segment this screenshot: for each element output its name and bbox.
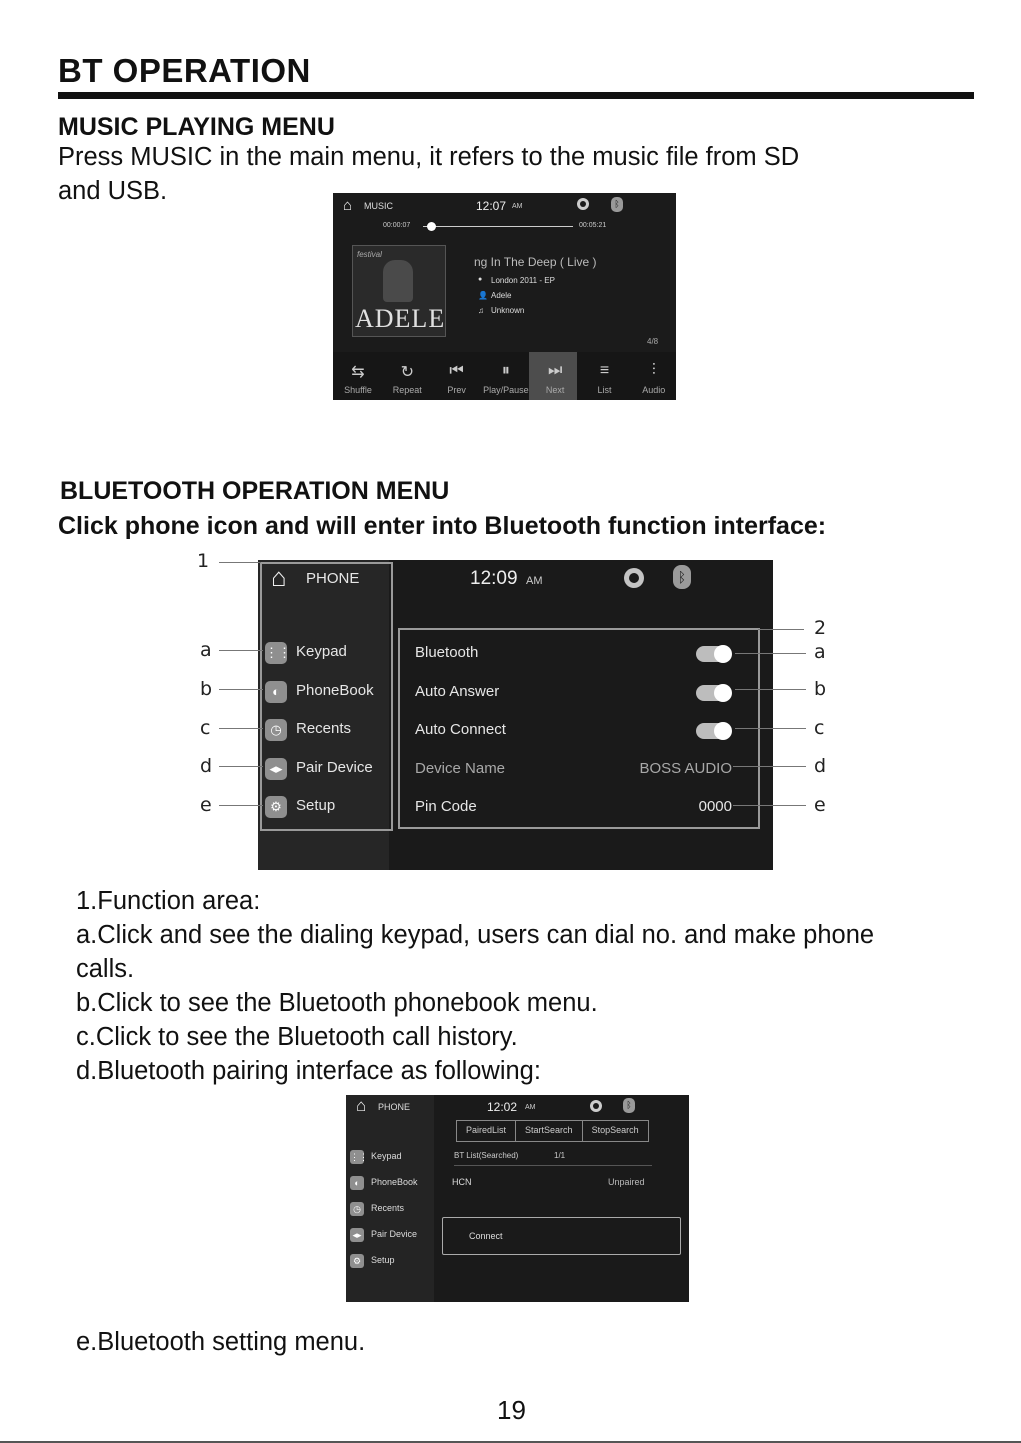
control-label: Prev — [447, 385, 466, 395]
function-line-0: 1.Function area: — [76, 887, 261, 915]
phonebook-icon: ◐ — [265, 681, 287, 703]
prev-icon: ⏮ — [449, 362, 464, 379]
pair-screen — [346, 1095, 689, 1302]
bt-device-name: HCN — [452, 1177, 472, 1187]
bt-device-status: Unpaired — [608, 1177, 645, 1187]
album-art — [352, 245, 446, 337]
pair-menu-phonebook[interactable] — [349, 1174, 433, 1192]
callout-left-line — [219, 728, 263, 729]
callout-2-line — [758, 629, 804, 630]
phonebook-icon: ◐ — [350, 1176, 364, 1190]
repeat-button[interactable] — [383, 352, 431, 400]
control-label: Audio — [642, 385, 666, 395]
callout-1: 1 — [197, 550, 210, 572]
list-button[interactable] — [581, 352, 629, 400]
setting-value: BOSS AUDIO — [639, 759, 732, 777]
setting-label: Pin Code — [415, 798, 477, 816]
setting-device-name — [408, 758, 738, 782]
next-button[interactable] — [531, 352, 579, 400]
callout-left-line — [219, 650, 263, 651]
artist-icon: 👤 — [478, 291, 488, 300]
pair-menu-label: Keypad — [371, 1151, 402, 1161]
pair-menu-pair-device[interactable] — [349, 1226, 433, 1244]
setting-label: Bluetooth — [415, 644, 479, 661]
page-heading: BT OPERATION — [58, 52, 311, 89]
album-art-title: ADELE — [355, 304, 446, 333]
recents-icon: ◷ — [265, 719, 287, 741]
callout-1-line — [219, 562, 261, 563]
bt-screen — [258, 560, 773, 870]
music-text-line1: Press MUSIC in the main menu, it refers to the music file from SD — [58, 143, 800, 171]
music-clock: 12:07 — [476, 199, 507, 213]
toggle-knob — [714, 722, 732, 740]
bt-menu-label: Keypad — [296, 643, 347, 660]
callout-left-a: a — [200, 639, 212, 661]
pair-device-icon: ◂▸ — [350, 1228, 364, 1242]
callout-left-b: b — [200, 678, 213, 700]
setup-icon: ⚙ — [350, 1254, 364, 1268]
shuffle-icon: ⇆ — [351, 364, 365, 381]
function-line-2: calls. — [76, 955, 135, 983]
album-art-figure — [383, 260, 413, 302]
toggle-switch[interactable] — [696, 685, 728, 701]
setting-label: Auto Connect — [415, 721, 506, 739]
function-line-1: a.Click and see the dialing keypad, users can dial no. and make phone — [76, 921, 875, 949]
pair-clock-ampm: AM — [525, 1104, 536, 1111]
callout-right-b: b — [814, 678, 827, 700]
repeat-icon: ↻ — [400, 364, 414, 381]
keypad-icon: ⋮⋮ — [350, 1152, 368, 1162]
music-screen — [333, 193, 676, 400]
callout-2: 2 — [814, 617, 827, 639]
genre-icon: ♫ — [478, 306, 484, 315]
pair-screen-label: PHONE — [378, 1102, 411, 1112]
control-label: Play/Pause — [483, 385, 529, 395]
pair-menu-keypad[interactable] — [349, 1148, 433, 1166]
pair-menu-label: Setup — [371, 1255, 395, 1265]
pair-home-icon[interactable]: ⌂ — [356, 1096, 367, 1115]
bluetooth-icon[interactable]: ᛒ — [611, 197, 623, 212]
control-label: Repeat — [392, 385, 422, 395]
pair-tabs — [456, 1120, 649, 1142]
control-label: Shuffle — [344, 385, 372, 395]
pair-bluetooth-icon[interactable]: ᛒ — [623, 1098, 635, 1113]
pause-icon: ⏸ — [501, 362, 510, 379]
setting-label: Device Name — [415, 759, 506, 777]
toggle-switch[interactable] — [696, 646, 728, 662]
heading-rule — [58, 92, 974, 99]
setting-auto-answer[interactable] — [408, 681, 738, 705]
track-counter: 4/8 — [647, 337, 659, 346]
bt-bluetooth-icon[interactable]: ᛒ — [673, 565, 691, 589]
bt-menu-label: Pair Device — [296, 758, 373, 776]
callout-right-e: e — [814, 794, 826, 816]
bt-list-divider — [454, 1165, 652, 1166]
callout-right-d: d — [814, 755, 827, 777]
setting-value: 0000 — [698, 798, 732, 816]
genre-name: Unknown — [491, 306, 525, 315]
music-screen-label: MUSIC — [364, 201, 393, 211]
callout-left-e: e — [200, 794, 212, 816]
setting-pin-code — [408, 796, 738, 820]
bt-section-subtitle: Click phone icon and will enter into Bluetooth function interface: — [58, 512, 827, 540]
callout-left-line — [219, 805, 263, 806]
bt-menu-label: Setup — [296, 797, 336, 815]
callout-left-line — [219, 766, 263, 767]
pair-source-icon[interactable] — [590, 1100, 602, 1112]
play-pause-button[interactable] — [482, 352, 530, 400]
recents-icon: ◷ — [350, 1202, 364, 1216]
song-title: ng In The Deep ( Live ) — [474, 255, 597, 269]
pair-menu-setup[interactable] — [349, 1252, 433, 1270]
home-icon[interactable]: ⌂ — [343, 197, 353, 214]
function-line-3: b.Click to see the Bluetooth phonebook menu. — [76, 989, 598, 1017]
toggle-switch[interactable] — [696, 723, 728, 739]
control-bar — [333, 352, 676, 400]
audio-icon: ⫶ — [651, 362, 656, 379]
page-number: 19 — [497, 1395, 526, 1425]
keypad-icon: ⋮⋮ — [265, 642, 287, 664]
callout-left-c: c — [200, 717, 211, 739]
prev-button[interactable] — [433, 352, 481, 400]
bt-menu-label: PhoneBook — [296, 681, 374, 699]
pair-menu — [346, 1095, 434, 1302]
control-buttons — [334, 352, 676, 400]
tab-stopsearch[interactable]: StopSearch — [591, 1125, 639, 1135]
bt-clock: 12:09 — [470, 568, 518, 589]
progress-knob[interactable] — [427, 222, 436, 231]
bt-device-row[interactable] — [446, 1171, 676, 1193]
next-icon: ⏭ — [547, 362, 563, 379]
bt-section-title: BLUETOOTH OPERATION MENU — [60, 477, 450, 505]
function-line-4: c.Click to see the Bluetooth call history. — [76, 1023, 518, 1051]
artist-name: Adele — [491, 291, 512, 300]
album-icon: ● — [478, 276, 483, 283]
setting-label: Auto Answer — [415, 682, 500, 700]
e-line: e.Bluetooth setting menu. — [76, 1328, 366, 1356]
callout-left-line — [219, 689, 263, 690]
bt-screen-label: PHONE — [306, 570, 360, 587]
total-time: 00:05:21 — [579, 222, 607, 229]
connect-label: Connect — [469, 1231, 503, 1241]
callout-left-d: d — [200, 755, 213, 777]
source-icon[interactable] — [577, 198, 589, 210]
pair-device-icon: ◂▸ — [265, 758, 287, 780]
bt-list-count: 1/1 — [554, 1151, 566, 1160]
shuffle-button[interactable] — [334, 352, 382, 400]
setting-auto-connect[interactable] — [408, 719, 738, 743]
control-label: Next — [545, 385, 565, 395]
pair-menu-recents[interactable] — [349, 1200, 433, 1218]
audio-button[interactable] — [630, 352, 676, 400]
list-icon: ≡ — [599, 362, 610, 379]
elapsed-time: 00:00:07 — [383, 222, 411, 229]
pair-clock: 12:02 — [487, 1100, 518, 1114]
callout-right-a: a — [814, 641, 826, 663]
bt-menu-label: Recents — [296, 720, 352, 738]
setting-bluetooth[interactable] — [408, 642, 738, 666]
bt-list-title: BT List(Searched) — [454, 1151, 519, 1160]
music-text-line2: and USB. — [58, 177, 168, 205]
pair-menu-label: Pair Device — [371, 1229, 418, 1239]
tab-pairedlist[interactable]: PairedList — [457, 1121, 516, 1141]
music-section-title: MUSIC PLAYING MENU — [58, 113, 335, 141]
album-name: London 2011 - EP — [491, 276, 555, 285]
tab-startsearch[interactable]: StartSearch — [516, 1121, 583, 1141]
progress-track[interactable] — [423, 226, 573, 227]
album-art-caption: festival — [357, 250, 382, 259]
function-line-5: d.Bluetooth pairing interface as following: — [76, 1057, 541, 1085]
toggle-knob — [714, 645, 732, 663]
callout-right-c: c — [814, 717, 825, 739]
bt-settings — [258, 560, 773, 870]
connect-button[interactable] — [442, 1217, 681, 1255]
setup-icon: ⚙ — [265, 796, 287, 818]
toggle-knob — [714, 684, 732, 702]
pair-menu-label: PhoneBook — [371, 1177, 418, 1187]
bt-home-icon[interactable]: ⌂ — [271, 562, 287, 592]
control-label: List — [597, 385, 612, 395]
bt-clock-ampm: AM — [526, 575, 543, 587]
music-clock-ampm: AM — [512, 203, 523, 210]
pair-menu-label: Recents — [371, 1203, 405, 1213]
